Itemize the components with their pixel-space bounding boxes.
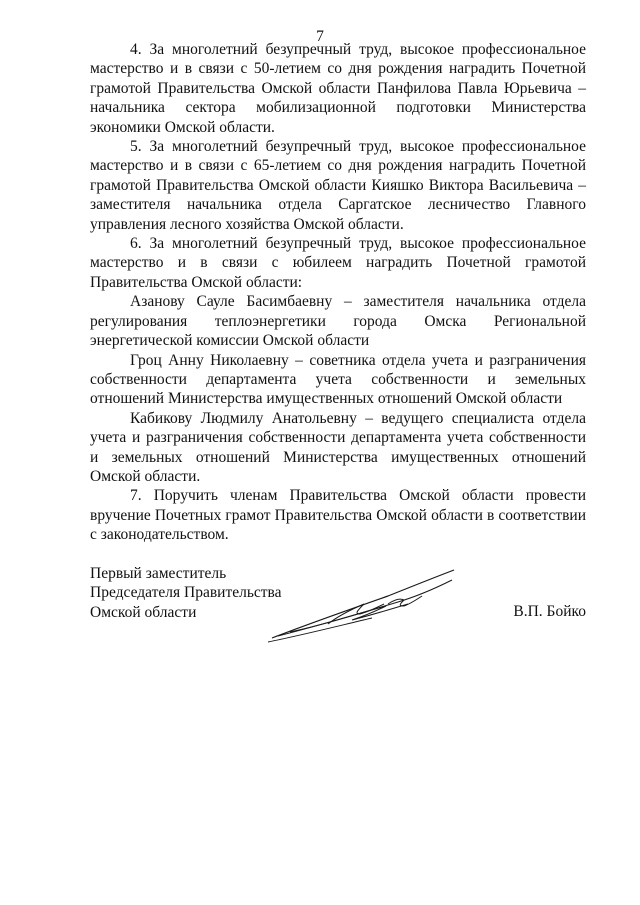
paragraph-item-4: 4. За многолетний безупречный труд, высокое профессиональное мастерство и в связи с 50-летием со дня рождения наградить Почетной грамотой Правительства Омской области Панфилова Павла Юрьевича – начальника сектора мобилизационной подготовки Министерства экономики Омской области.: [90, 41, 586, 136]
paragraph-item-5: 5. За многолетний безупречный труд, высокое профессиональное мастерство и в связи с 65-летием со дня рождения наградить Почетной грамотой Правительства Омской области Кияшко Виктора Васильевича – заместителя начальника отдела Саргатское лесничество Главного управления лесного хозяйства Омской области.: [90, 138, 586, 233]
signatory-title-line: Омской области: [90, 603, 197, 621]
signatory-title: [90, 564, 282, 622]
signatory-name: В.П. Бойко: [513, 603, 586, 620]
document-body: [90, 40, 586, 545]
awardee-grots: Гроц Анну Николаевну – советника отдела учета и разграничения собственности департамента учета собственности и земельных отношений Министерства имущественных отношений Омской области: [90, 351, 586, 408]
signatory-title-line: Председателя Правительства: [90, 584, 282, 602]
awardee-kabikova: Кабикову Людмилу Анатольевну – ведущего специалиста отдела учета и разграничения собственности департамента учета собственности и земельных отношений Министерства имущественных отношений Омской области.: [90, 409, 586, 485]
handwritten-signature: [268, 566, 460, 644]
awardee-azanova: Азанову Сауле Басимбаевну – заместителя начальника отдела регулирования теплоэнергетики города Омска Региональной энергетической комиссии Омской области: [90, 293, 586, 350]
signatory-title-line: Первый заместитель: [90, 565, 227, 582]
paragraph-item-6: 6. За многолетний безупречный труд, высокое профессиональное мастерство и в связи с юбилеем наградить Почетной грамотой Правительства Омской области:: [90, 235, 586, 291]
paragraph-item-7: 7. Поручить членам Правительства Омской области провести вручение Почетных грамот Правительства Омской области в соответствии с законодательством.: [90, 487, 586, 544]
page-number: 7: [316, 28, 324, 45]
